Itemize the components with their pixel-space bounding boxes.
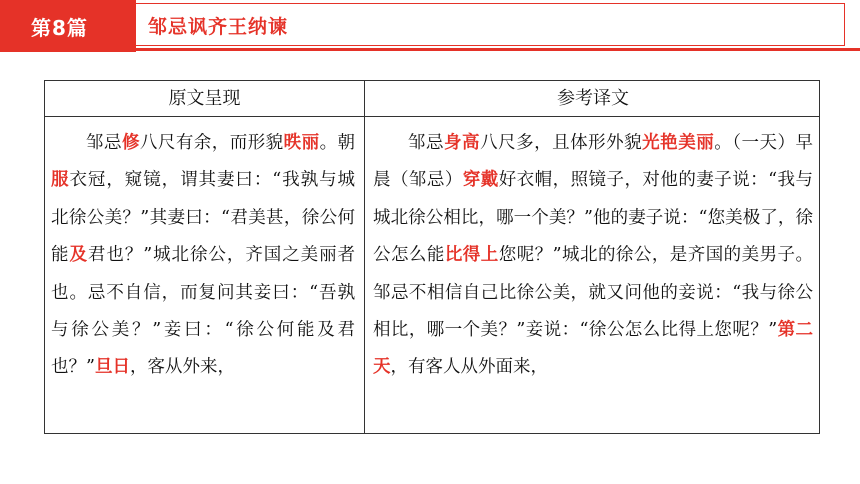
translation-text-run: 好衣帽，照镜子，对他的妻子说：“我与城北徐公相比，哪一个美？”他的妻子说：“您美极了，徐公怎么能 [373,170,814,266]
translation-text-cell [373,125,813,387]
translation-text-run: 您呢？”城北的徐公，是齐国的美男子。邹忌不相信自己比徐公美，就又问他的妾说：“我与徐公相比，哪一个美？”妾说：“徐公怎么比得上您呢？” [373,245,814,341]
comparison-table [44,80,820,434]
translation-highlight-word: 第二天 [373,320,814,378]
section-tab [0,0,136,52]
translation-text-run: 八尺多，且体形外貌 [480,133,643,153]
original-text-run: 君也？”城北徐公，齐国之美丽者也。忌不自信，而复问其妾曰：“吾孰与徐公美？”妾曰：“徐公何能及君也？” [51,245,356,378]
original-highlight-word: 及 [69,245,88,266]
translation-text-run: 。（一天）早晨（邹忌） [373,133,814,191]
original-highlight-word: 修 [121,133,140,153]
header-underline [136,48,860,51]
slide-header [0,0,860,52]
original-highlight-word: 昳丽 [283,133,320,153]
translation-highlight-word: 穿戴 [462,170,499,191]
translation-text-run: 邹忌 [408,133,445,153]
lesson-title: 邹忌讽齐王纳谏 [148,16,289,38]
column-divider [364,81,365,433]
original-column-header: 原文呈现 [168,88,241,109]
original-text-run: ，客从外来， [129,357,235,378]
title-box [136,3,845,46]
original-paragraph [51,125,355,387]
translation-highlight-word: 光艳美丽 [642,133,715,153]
original-highlight-word: 旦日 [94,357,130,378]
original-highlight-word: 服 [51,170,70,191]
section-label: 第8篇 [31,16,88,40]
original-text-cell [51,125,355,387]
original-text-run: 八尺有余，而形貌 [139,133,284,153]
original-text-run: 衣冠，窥镜，谓其妻曰：“我孰与城北徐公美？”其妻曰：“君美甚，徐公何能 [51,170,356,266]
translation-highlight-word: 身高 [444,133,481,153]
original-text-run: 邹忌 [86,133,122,153]
header-row-divider [45,116,819,117]
original-text-run: 。朝 [319,133,356,153]
translation-paragraph [373,125,813,387]
translation-highlight-word: 比得上 [444,245,499,266]
translation-text-run: ，有客人从外面来， [390,357,548,378]
translation-column-header: 参考译文 [557,88,629,109]
